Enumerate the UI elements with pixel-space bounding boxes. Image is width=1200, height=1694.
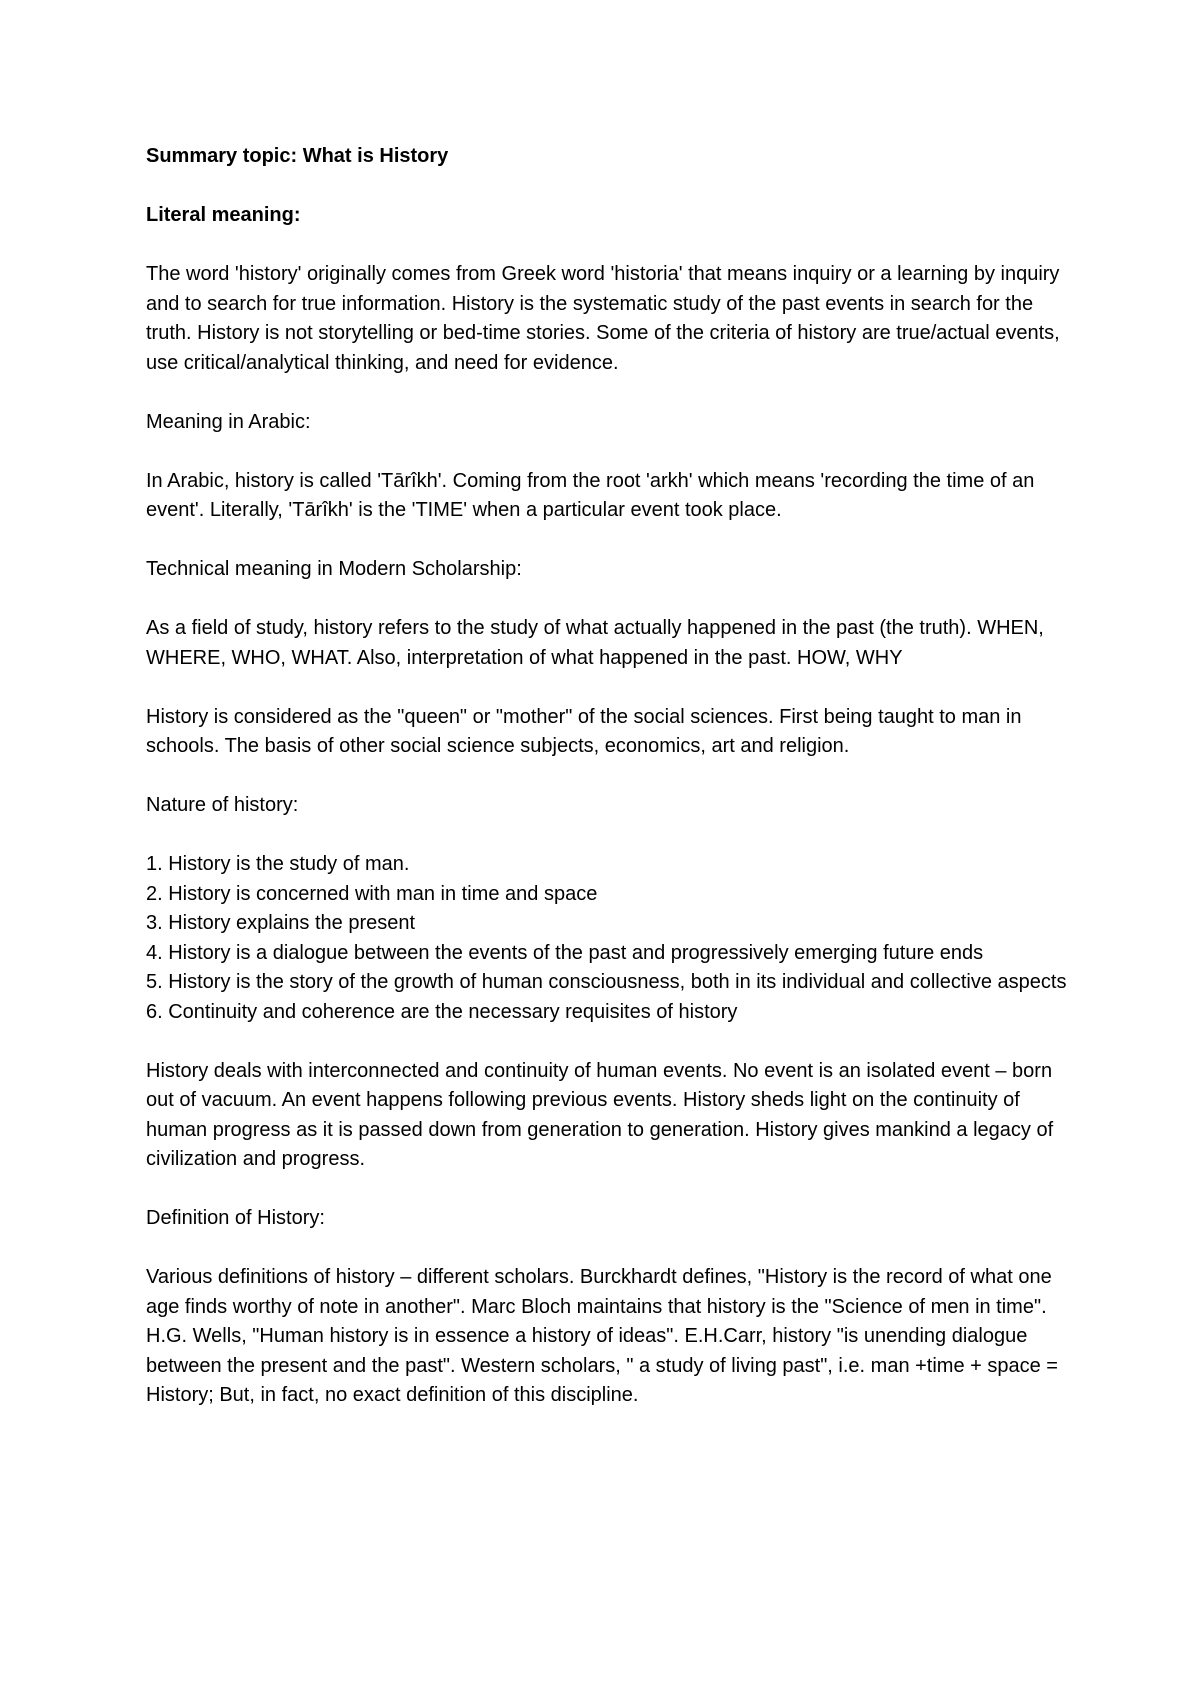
literal-meaning-paragraph: The word 'history' originally comes from Greek word 'historia' that means inquiry or a learning by inquiry and to search for true information. History is the systematic study of the past events in search for the truth. History is not storytelling or bed-time stories. Some of the criteria of history are true/actual events, use critical/analytical thinking, and need for evidence. [146, 263, 1060, 374]
definition-paragraph: Various definitions of history – different scholars. Burckhardt defines, "History is the record of what one age finds worthy of note in another". Marc Bloch maintains that history is the "Science of men in time". H.G. Wells, "Human history is in essence a history of ideas". E.H.Carr, history "is unending dialogue between the present and the past". Western scholars, " a study of living past", i.e. man +time + space = History; But, in fact, no exact definition of this discipline. [146, 1266, 1058, 1406]
nature-of-history-heading: Nature of history: [146, 794, 299, 816]
list-item: 6. Continuity and coherence are the necessary requisites of history [146, 1000, 738, 1023]
arabic-meaning-paragraph: In Arabic, history is called 'Tārîkh'. Coming from the root 'arkh' which means 'recording the time of an event'. Literally, 'Tārîkh' is the 'TIME' when a particular event took place. [146, 469, 1035, 521]
document-title: Summary topic: What is History [146, 145, 449, 167]
technical-meaning-paragraph: As a field of study, history refers to the study of what actually happened in the past (the truth). WHEN, WHERE, WHO, WHAT. Also, interpretation of what happened in the past. HOW, WHY [146, 617, 1044, 669]
technical-meaning-heading: Technical meaning in Modern Scholarship: [146, 558, 522, 580]
literal-meaning-heading: Literal meaning: [146, 204, 301, 226]
continuity-paragraph: History deals with interconnected and continuity of human events. No event is an isolated event – born out of vacuum. An event happens following previous events. History sheds light on the continuity of human progress as it is passed down from generation to generation. History gives mankind a legacy of civilization and progress. [146, 1059, 1054, 1170]
list-item: 1. History is the study of man. [146, 853, 410, 875]
nature-of-history-list [146, 850, 1076, 1027]
definition-heading: Definition of History: [146, 1207, 325, 1229]
list-item: 4. History is a dialogue between the events of the past and progressively emerging future ends [146, 941, 984, 964]
list-item: 3. History explains the present [146, 912, 416, 934]
list-item: 5. History is the story of the growth of human consciousness, both in its individual and collective aspects [146, 971, 1067, 993]
document-page [146, 142, 1076, 1440]
arabic-meaning-heading: Meaning in Arabic: [146, 410, 311, 433]
queen-of-sciences-paragraph: History is considered as the "queen" or "mother" of the social sciences. First being taught to man in schools. The basis of other social science subjects, economics, art and religion. [146, 705, 1022, 757]
list-item: 2. History is concerned with man in time and space [146, 882, 598, 905]
